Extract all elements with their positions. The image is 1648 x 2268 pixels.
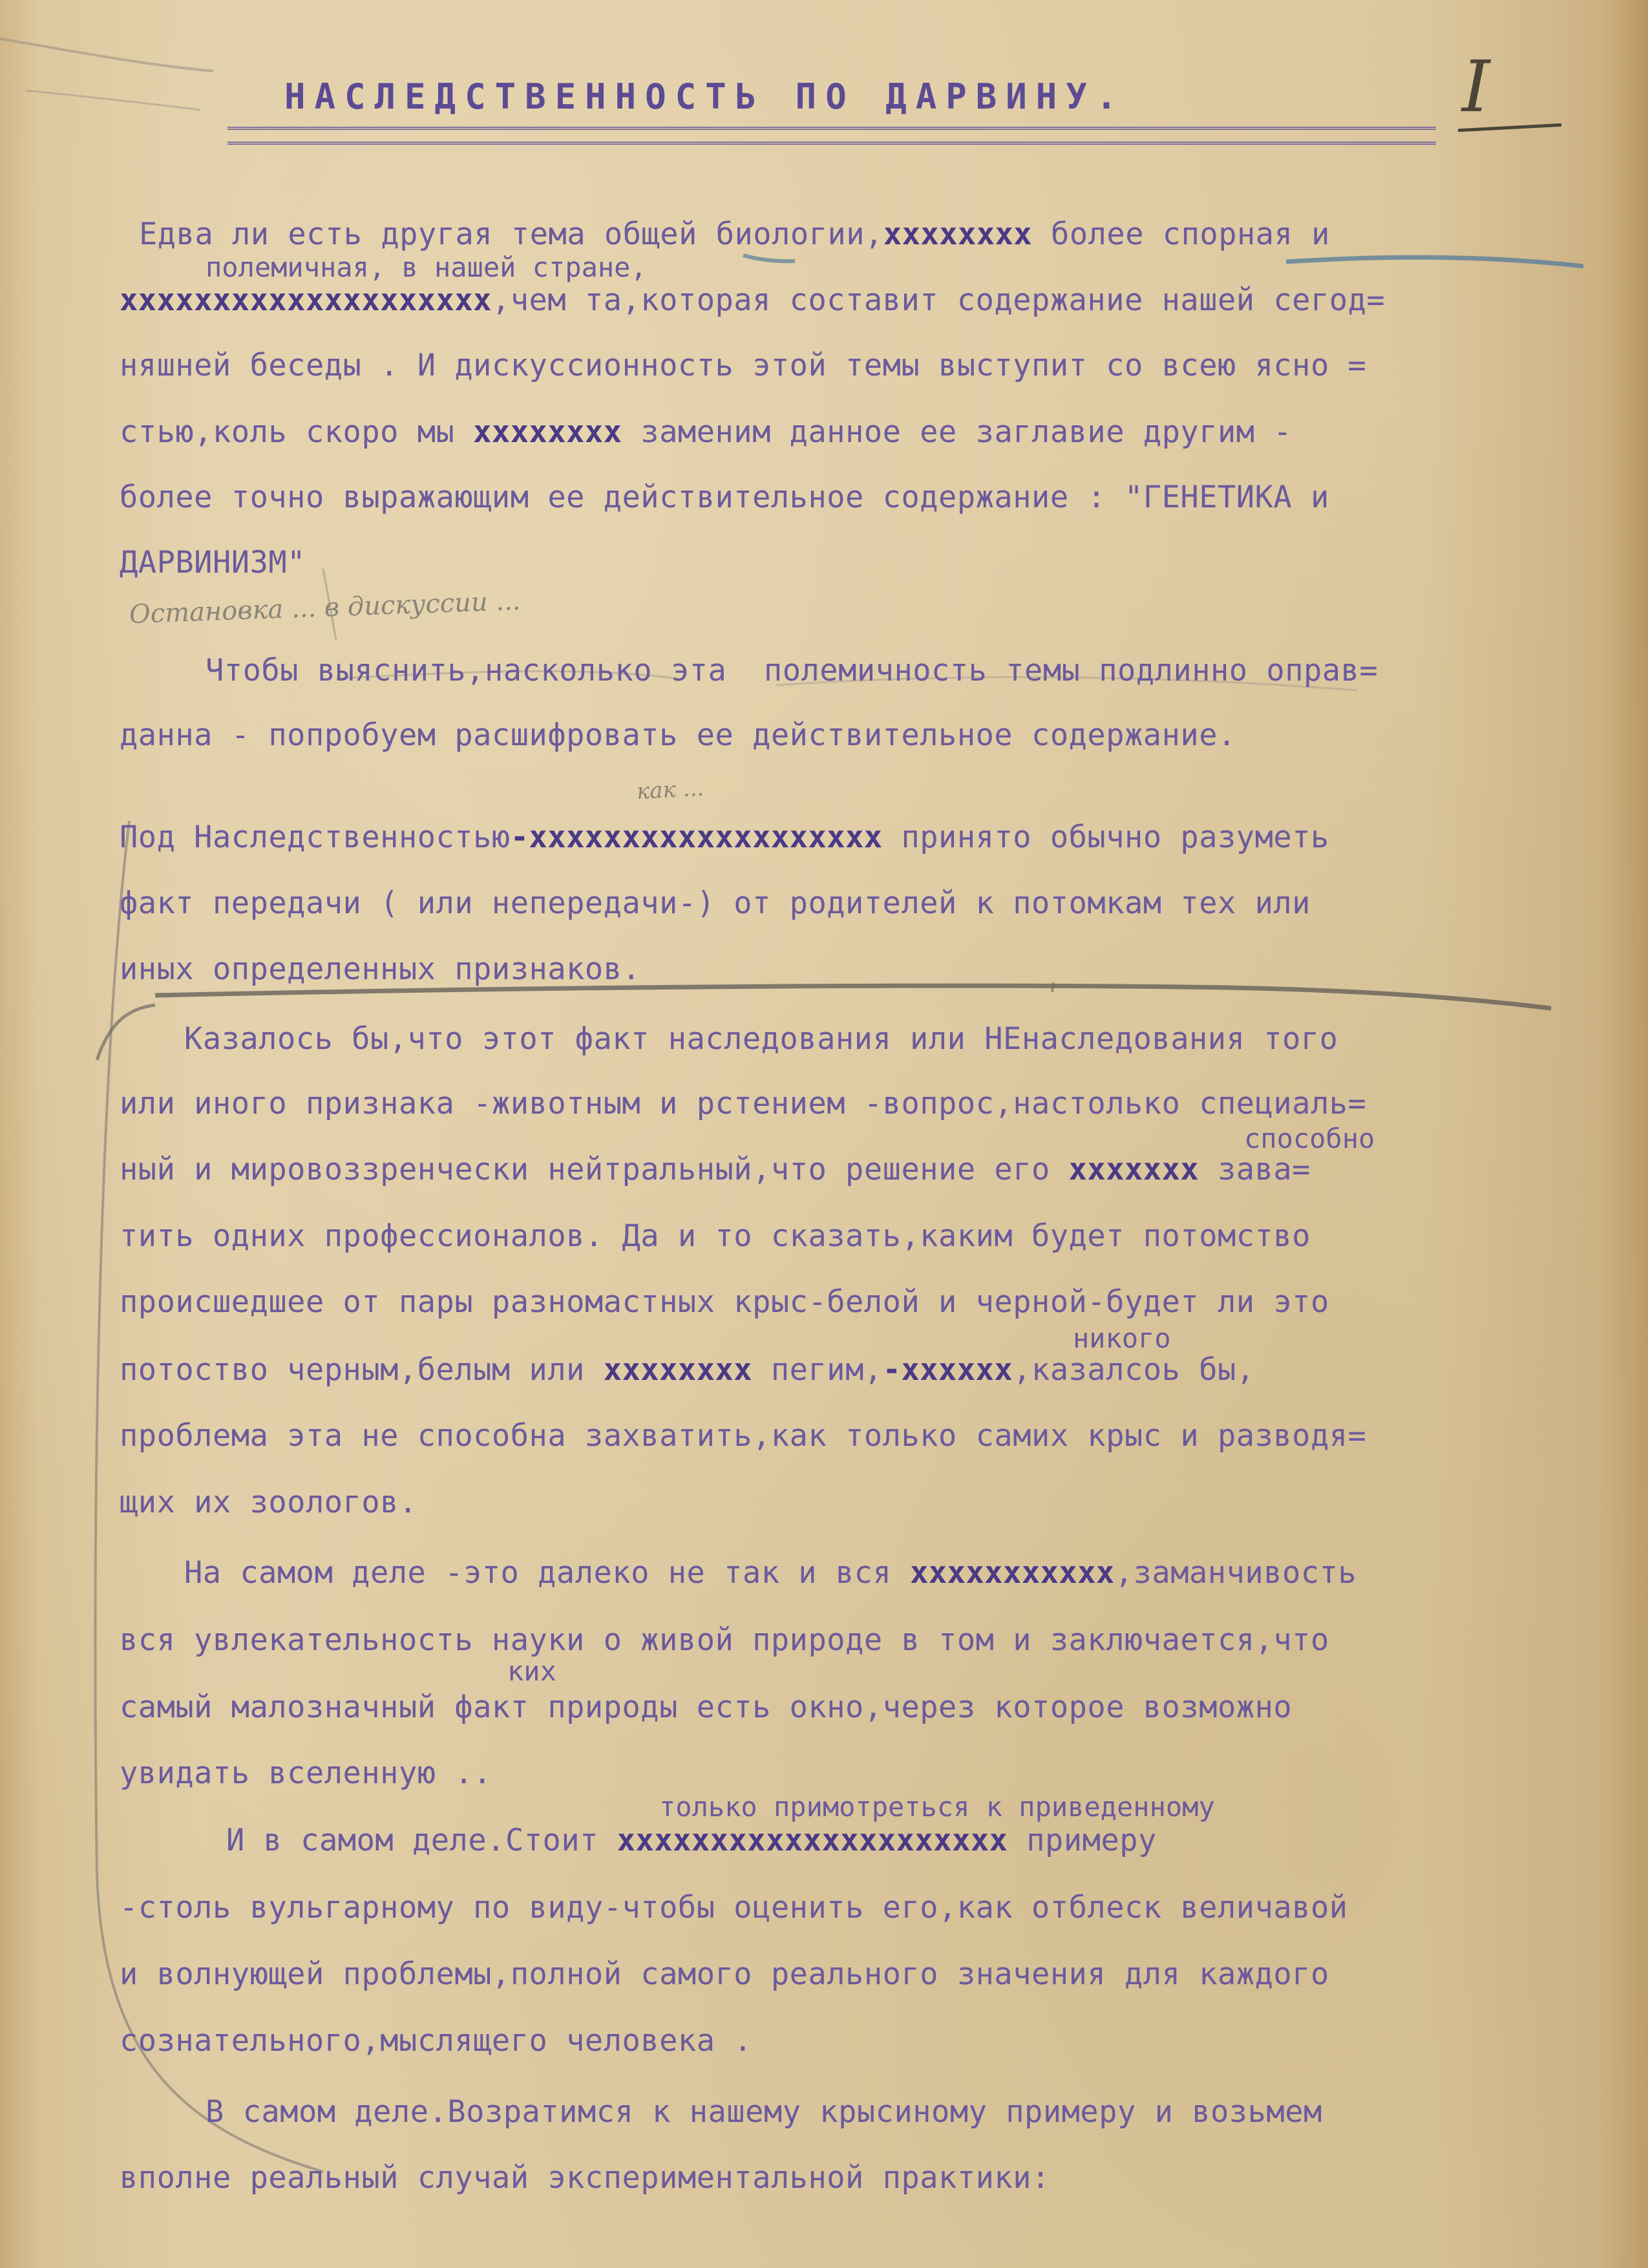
- text-line: стью,коль скоро мы хххххххх заменим данное ее заглавие другим -: [120, 414, 1293, 450]
- title-underline: [227, 127, 1436, 145]
- typed-insertion: никого: [1073, 1322, 1171, 1354]
- text-line: Едва ли есть другая тема общей биологии,хххххххх более спорная и: [139, 217, 1330, 252]
- text-line: тить одних профессионалов. Да и то сказать,каким будет потомство: [120, 1218, 1311, 1254]
- typed-insertion: способно: [1244, 1123, 1375, 1154]
- text-line: более точно выражающим ее действительное содержание : "ГЕНЕТИКА и: [120, 480, 1329, 515]
- struck-out-text: ххххххх: [1068, 1152, 1199, 1187]
- text-line: сознательного,мыслящего человека .: [120, 2023, 753, 2059]
- struck-out-text: ххххххххххх: [910, 1555, 1115, 1591]
- text-line: вся увлекательность науки о живой природе в том и заключается,что: [120, 1622, 1329, 1658]
- text-line: На самом деле -это далеко не так и вся ххххххххххх,заманчивость: [184, 1555, 1357, 1591]
- struck-out-text: хххххххххххххххххххх: [120, 282, 492, 318]
- text-line: происшедшее от пары разномастных крыс-белой и черной-будет ли это: [120, 1284, 1329, 1320]
- page-number: I: [1462, 45, 1490, 128]
- text-line: И в самом деле.Стоит ххххххххххххххххххххх примеру: [226, 1823, 1157, 1858]
- handwritten-insertion: как ...: [635, 775, 705, 805]
- document-title: НАСЛЕДСТВЕННОСТЬ ПО ДАРВИНУ.: [284, 76, 1126, 117]
- struck-out-text: -ххххххххххххххххххх: [510, 820, 883, 855]
- text-line: -столь вульгарному по виду-чтобы оценить его,как отблеск величавой: [120, 1890, 1348, 1925]
- text-line: В самом деле.Возратимся к нашему крысиному примеру и возьмем: [206, 2094, 1322, 2130]
- text-line: данна - попробуем расшифровать ее действительное содержание.: [120, 717, 1236, 753]
- struck-out-text: хххххххх: [883, 217, 1033, 252]
- text-line: хххххххххххххххххххх,чем та,которая составит содержание нашей сегод=: [120, 282, 1386, 318]
- text-line: и волнующей проблемы,полной самого реального значения для каждого: [120, 1956, 1329, 1992]
- struck-out-text: хххххххх: [603, 1352, 753, 1388]
- text-line: ный и мировоззренчески нейтральный,что решение его ххххххх зава=: [120, 1152, 1311, 1187]
- text-line: щих их зоологов.: [120, 1485, 417, 1520]
- text-line: няшней беседы . И дискуссионность этой темы выступит со всею ясно =: [120, 348, 1367, 383]
- text-line: увидать вселенную ..: [120, 1755, 492, 1791]
- text-line: проблема эта не способна захватить,как только самих крыс и разводя=: [120, 1418, 1367, 1454]
- typed-insertion: ких: [507, 1655, 556, 1687]
- text-line: Казалось бы,что этот факт наследования или НЕнаследования того: [184, 1021, 1338, 1057]
- typed-insertion: полемичная, в нашей стране,: [206, 251, 647, 283]
- text-line: или иного признака -животным и рстением -вопрос,настолько специаль=: [120, 1086, 1367, 1121]
- handwritten-margin-note: Остановка ... в дискуссии ...: [129, 586, 522, 630]
- text-line: факт передачи ( или непередачи-) от родителей к потомкам тех или: [120, 885, 1311, 921]
- text-line: потоство черным,белым или хххххххх пегим,-хххххх,казалсоь бы,: [120, 1352, 1255, 1388]
- struck-out-text: -хххххх: [882, 1352, 1013, 1388]
- text-line: Под Наследственностью-ххххххххххххххххххх принято обычно разуметь: [120, 820, 1329, 855]
- text-line: вполне реальный случай экспериментальной практики:: [120, 2160, 1050, 2196]
- typed-insertion: только примотреться к приведенному: [659, 1791, 1215, 1823]
- text-line: ДАРВИНИЗМ": [120, 545, 306, 580]
- text-line: самый малозначный факт природы есть окно,через которое возможно: [120, 1690, 1293, 1725]
- struck-out-text: хххххххх: [473, 414, 622, 450]
- text-line: Чтобы выяснить,насколько эта полемичность темы подлинно оправ=: [206, 653, 1379, 688]
- text-line: иных определенных признаков.: [120, 951, 641, 987]
- struck-out-text: ххххххххххххххххххххх: [617, 1823, 1008, 1858]
